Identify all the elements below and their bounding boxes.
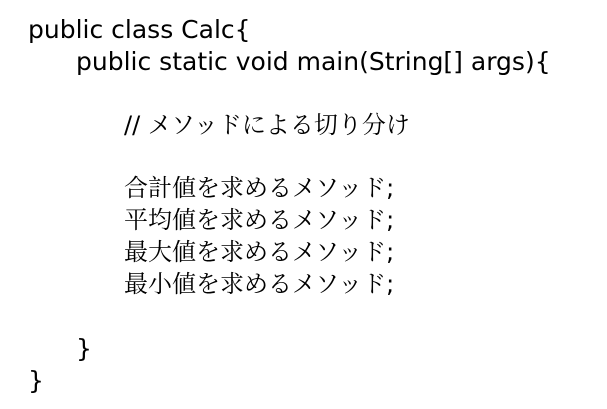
main-close-brace: } bbox=[76, 334, 92, 363]
sum-method-line: 合計値を求めるメソッド; bbox=[124, 174, 395, 202]
class-declaration-line: public class Calc{ bbox=[28, 15, 251, 44]
min-method-line: 最小値を求めるメソッド; bbox=[124, 270, 395, 298]
class-close-brace: } bbox=[28, 366, 44, 395]
comment-line: // メソッドによる切り分け bbox=[124, 111, 410, 139]
main-method-line: public static void main(String[] args){ bbox=[76, 47, 551, 76]
average-method-line: 平均値を求めるメソッド; bbox=[124, 206, 395, 234]
max-method-line: 最大値を求めるメソッド; bbox=[124, 238, 395, 266]
